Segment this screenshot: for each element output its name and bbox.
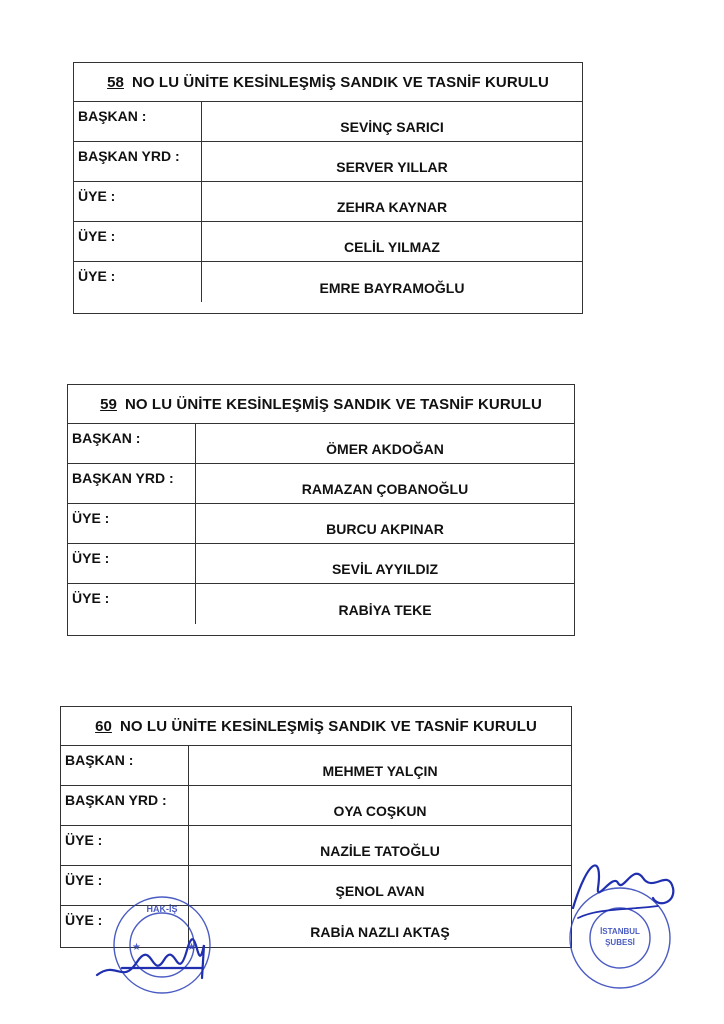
board-title — [68, 385, 574, 424]
board-title — [74, 63, 582, 102]
board-59 — [67, 384, 575, 636]
member-row — [68, 544, 574, 584]
stamp-text: HAK-İŞ — [146, 904, 178, 914]
role-label: ÜYE : — [61, 826, 189, 865]
member-name: SEVİL AYYILDIZ — [331, 561, 439, 577]
member-name: SEVİNÇ SARICI — [340, 119, 444, 135]
role-label: BAŞKAN YRD : — [61, 786, 189, 825]
left-stamp-signature — [92, 890, 242, 1005]
svg-text:İSTANBUL: İSTANBUL — [600, 927, 640, 936]
svg-text:ŞUBESİ: ŞUBESİ — [605, 938, 635, 947]
role-label: ÜYE : — [68, 584, 196, 624]
role-label: ÜYE : — [68, 504, 196, 543]
role-label: ÜYE : — [61, 906, 189, 946]
member-row — [61, 746, 571, 786]
member-row — [68, 504, 574, 544]
member-row — [74, 102, 582, 142]
right-stamp-signature — [558, 848, 683, 998]
member-row — [74, 262, 582, 302]
role-label: ÜYE : — [74, 262, 202, 302]
member-name: BURCU AKPINAR — [326, 521, 444, 537]
role-label: ÜYE : — [68, 544, 196, 583]
member-name: CELİL YILMAZ — [344, 239, 440, 255]
member-name: ZEHRA KAYNAR — [336, 199, 448, 215]
member-row — [68, 584, 574, 624]
board-number: 58 — [107, 73, 124, 91]
member-row — [74, 142, 582, 182]
member-row — [68, 464, 574, 504]
member-name: ŞENOL AVAN — [335, 883, 425, 899]
board-title-text: NO LU ÜNİTE KESİNLEŞMİŞ SANDIK VE TASNİF KURULU — [124, 395, 542, 413]
board-number: 59 — [100, 395, 117, 413]
role-label: ÜYE : — [74, 222, 202, 261]
member-name: SERVER YILLAR — [336, 159, 448, 175]
role-label: BAŞKAN : — [74, 102, 202, 141]
role-label: BAŞKAN : — [68, 424, 196, 463]
board-58 — [73, 62, 583, 314]
member-row — [74, 182, 582, 222]
role-label: ÜYE : — [74, 182, 202, 221]
member-name: MEHMET YALÇIN — [322, 763, 438, 779]
member-row — [61, 826, 571, 866]
board-title-text: NO LU ÜNİTE KESİNLEŞMİŞ SANDIK VE TASNİF KURULU — [131, 73, 549, 91]
member-name: RABİYA TEKE — [338, 602, 432, 618]
member-name: RAMAZAN ÇOBANOĞLU — [301, 481, 469, 497]
member-name: NAZİLE TATOĞLU — [320, 843, 440, 859]
member-name: ÖMER AKDOĞAN — [326, 441, 444, 457]
member-row — [68, 424, 574, 464]
svg-text:★: ★ — [132, 942, 141, 953]
role-label: ÜYE : — [61, 866, 189, 905]
svg-text:★: ★ — [187, 942, 196, 953]
member-name: RABİA NAZLI AKTAŞ — [310, 924, 450, 940]
member-row — [74, 222, 582, 262]
board-title-text: NO LU ÜNİTE KESİNLEŞMİŞ SANDIK VE TASNİF KURULU — [119, 717, 537, 735]
role-label: BAŞKAN YRD : — [74, 142, 202, 181]
role-label: BAŞKAN : — [61, 746, 189, 785]
member-name: EMRE BAYRAMOĞLU — [319, 280, 465, 296]
board-title — [61, 707, 571, 746]
role-label: BAŞKAN YRD : — [68, 464, 196, 503]
board-number: 60 — [95, 717, 112, 735]
member-name: OYA COŞKUN — [333, 803, 427, 819]
member-row — [61, 786, 571, 826]
